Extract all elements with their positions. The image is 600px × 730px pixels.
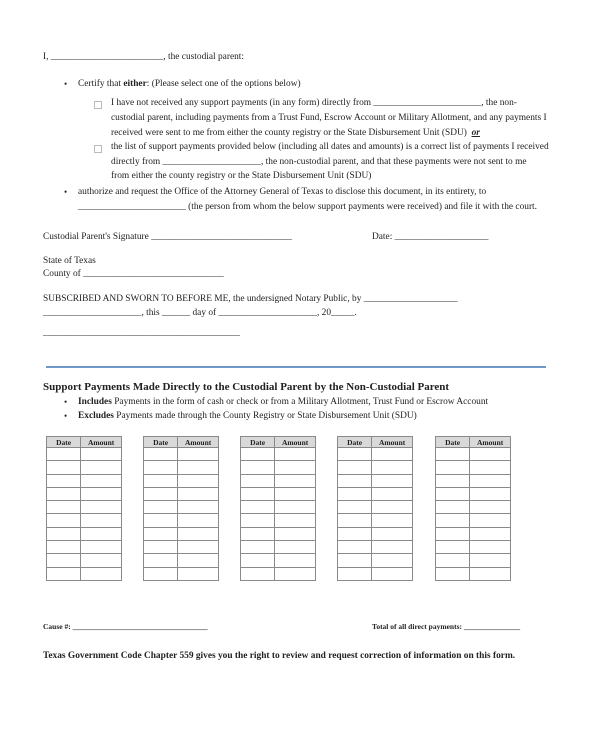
option2-checkbox[interactable]: [94, 145, 102, 153]
column-header-amount: Amount: [470, 437, 511, 448]
date-cell[interactable]: [47, 448, 81, 461]
amount-cell[interactable]: [470, 541, 511, 554]
amount-cell[interactable]: [178, 474, 219, 487]
table-row: [144, 474, 219, 487]
amount-cell[interactable]: [470, 474, 511, 487]
table-row: [47, 514, 122, 527]
amount-cell[interactable]: [275, 567, 316, 580]
includes-text: Includes Payments in the form of cash or check or from a Military Allotment, Trust Fund or Escrow Account: [78, 397, 489, 407]
notary-line2[interactable]: _____________________, this ______ day of _____________________, 20_____.: [43, 308, 357, 318]
date-cell[interactable]: [338, 527, 372, 540]
table-row: [241, 448, 316, 461]
table-row: [144, 487, 219, 500]
amount-cell[interactable]: [178, 527, 219, 540]
amount-cell[interactable]: [178, 448, 219, 461]
column-header-date: Date: [241, 437, 275, 448]
date-cell[interactable]: [144, 541, 178, 554]
table-row: [436, 487, 511, 500]
table-row: [338, 461, 413, 474]
date-cell[interactable]: [338, 474, 372, 487]
amount-cell[interactable]: [178, 567, 219, 580]
table-row: [144, 527, 219, 540]
payment-table-5: [435, 436, 511, 581]
date-cell[interactable]: [144, 448, 178, 461]
table-row: [436, 567, 511, 580]
table-row: [241, 514, 316, 527]
date-cell[interactable]: [436, 567, 470, 580]
date-cell[interactable]: [144, 487, 178, 500]
signature-line[interactable]: Custodial Parent's Signature ______________________________: [43, 232, 292, 242]
bullet-icon: •: [64, 397, 68, 407]
date-cell[interactable]: [241, 501, 275, 514]
certify-text: Certify that either: (Please select one of the options below): [78, 79, 301, 89]
date-cell[interactable]: [436, 487, 470, 500]
date-cell[interactable]: [144, 527, 178, 540]
table-row: [436, 448, 511, 461]
amount-cell[interactable]: [275, 541, 316, 554]
table-row: [47, 474, 122, 487]
table-row: [144, 514, 219, 527]
table-row: [144, 541, 219, 554]
amount-cell[interactable]: [372, 554, 413, 567]
date-cell[interactable]: [47, 567, 81, 580]
date-cell[interactable]: [144, 501, 178, 514]
date-cell[interactable]: [436, 554, 470, 567]
column-header-date: Date: [338, 437, 372, 448]
date-cell[interactable]: [47, 487, 81, 500]
date-cell[interactable]: [241, 567, 275, 580]
date-cell[interactable]: [338, 487, 372, 500]
option1-line3: received were sent to me from either the county registry or the State Disbursement Unit (SDU) or: [111, 128, 480, 138]
option1-line1: I have not received any support payments (in any form) directly from _______________________, the non-: [111, 98, 517, 108]
date-cell[interactable]: [241, 487, 275, 500]
section-title: Support Payments Made Directly to the Custodial Parent by the Non-Custodial Parent: [43, 381, 450, 393]
table-row: [47, 541, 122, 554]
amount-cell[interactable]: [372, 461, 413, 474]
option1-checkbox[interactable]: [94, 101, 102, 109]
date-cell[interactable]: [47, 514, 81, 527]
date-cell[interactable]: [241, 554, 275, 567]
table-row: [241, 501, 316, 514]
table-row: [436, 527, 511, 540]
table-row: [338, 554, 413, 567]
date-cell[interactable]: [241, 527, 275, 540]
authorize-line2[interactable]: _______________________ (the person from whom the below support payments were received) and file it with the court.: [78, 202, 538, 212]
table-row: [436, 501, 511, 514]
custodial-parent-name-line[interactable]: I, ________________________, the custodial parent:: [43, 52, 245, 62]
amount-cell[interactable]: [372, 514, 413, 527]
amount-cell[interactable]: [275, 501, 316, 514]
table-row: [338, 514, 413, 527]
payment-table-1: [46, 436, 122, 581]
column-header-amount: Amount: [81, 437, 122, 448]
date-cell[interactable]: [338, 567, 372, 580]
date-cell[interactable]: [241, 514, 275, 527]
amount-cell[interactable]: [372, 541, 413, 554]
amount-cell[interactable]: [275, 448, 316, 461]
table-row: [241, 541, 316, 554]
amount-cell[interactable]: [470, 554, 511, 567]
amount-cell[interactable]: [81, 487, 122, 500]
authorize-line1: authorize and request the Office of the Attorney General of Texas to disclose this document, in its entirety, to: [78, 187, 487, 197]
table-row: [338, 527, 413, 540]
state-label: State of Texas: [43, 256, 96, 266]
amount-cell[interactable]: [372, 567, 413, 580]
amount-cell[interactable]: [81, 461, 122, 474]
notary-signature-line[interactable]: __________________________________________: [43, 328, 240, 338]
date-cell[interactable]: [436, 514, 470, 527]
date-cell[interactable]: [436, 527, 470, 540]
date-cell[interactable]: [47, 501, 81, 514]
table-row: [241, 474, 316, 487]
amount-cell[interactable]: [81, 514, 122, 527]
date-cell[interactable]: [241, 448, 275, 461]
date-cell[interactable]: [144, 461, 178, 474]
table-row: [241, 461, 316, 474]
table-row: [436, 474, 511, 487]
table-row: [436, 461, 511, 474]
table-row: [338, 448, 413, 461]
amount-cell[interactable]: [372, 501, 413, 514]
table-row: [338, 541, 413, 554]
table-row: [338, 474, 413, 487]
payment-table-3: [240, 436, 316, 581]
amount-cell[interactable]: [372, 527, 413, 540]
table-row: [338, 567, 413, 580]
bullet-icon: •: [64, 79, 68, 89]
date-cell[interactable]: [338, 514, 372, 527]
date-cell[interactable]: [338, 554, 372, 567]
bullet-icon: •: [64, 411, 68, 421]
table-row: [47, 554, 122, 567]
column-header-date: Date: [144, 437, 178, 448]
amount-cell[interactable]: [470, 487, 511, 500]
amount-cell[interactable]: [81, 541, 122, 554]
payment-table-4: [337, 436, 413, 581]
table-row: [436, 554, 511, 567]
table-row: [241, 554, 316, 567]
table-header-row: [241, 437, 316, 448]
table-row: [144, 448, 219, 461]
table-row: [47, 527, 122, 540]
excludes-text: Excludes Payments made through the County Registry or State Disbursement Unit (SDU): [78, 411, 417, 421]
section-divider: [46, 366, 546, 368]
date-cell[interactable]: [144, 514, 178, 527]
option2-line1: the list of support payments provided below (including all dates and amounts) is a correct list of payments I received: [111, 142, 549, 152]
date-cell[interactable]: [436, 474, 470, 487]
amount-cell[interactable]: [275, 527, 316, 540]
table-row: [47, 487, 122, 500]
option1-line2: custodial parent, including payments from a Trust Fund, Escrow Account or Military Allotment, and any payments I: [111, 113, 547, 123]
amount-cell[interactable]: [81, 501, 122, 514]
date-cell[interactable]: [436, 461, 470, 474]
amount-cell[interactable]: [275, 554, 316, 567]
date-cell[interactable]: [47, 541, 81, 554]
table-row: [436, 514, 511, 527]
amount-cell[interactable]: [275, 487, 316, 500]
amount-cell[interactable]: [81, 474, 122, 487]
table-row: [436, 541, 511, 554]
amount-cell[interactable]: [372, 448, 413, 461]
date-cell[interactable]: [436, 501, 470, 514]
date-cell[interactable]: [47, 554, 81, 567]
date-cell[interactable]: [338, 461, 372, 474]
date-cell[interactable]: [436, 448, 470, 461]
date-cell[interactable]: [47, 461, 81, 474]
date-cell[interactable]: [241, 541, 275, 554]
amount-cell[interactable]: [372, 487, 413, 500]
amount-cell[interactable]: [470, 567, 511, 580]
column-header-date: Date: [47, 437, 81, 448]
amount-cell[interactable]: [275, 474, 316, 487]
total-payments-line[interactable]: Total of all direct payments: _______________: [372, 622, 521, 631]
date-cell[interactable]: [241, 474, 275, 487]
date-cell[interactable]: [47, 527, 81, 540]
date-cell[interactable]: [144, 554, 178, 567]
amount-cell[interactable]: [178, 554, 219, 567]
amount-cell[interactable]: [275, 461, 316, 474]
table-row: [144, 567, 219, 580]
table-row: [47, 567, 122, 580]
date-cell[interactable]: [241, 461, 275, 474]
amount-cell[interactable]: [470, 501, 511, 514]
date-cell[interactable]: [144, 567, 178, 580]
table-header-row: [436, 437, 511, 448]
amount-cell[interactable]: [178, 487, 219, 500]
amount-cell[interactable]: [178, 514, 219, 527]
column-header-amount: Amount: [275, 437, 316, 448]
table-header-row: [144, 437, 219, 448]
table-row: [47, 448, 122, 461]
bullet-icon: •: [64, 187, 68, 197]
table-row: [144, 501, 219, 514]
date-cell[interactable]: [436, 541, 470, 554]
table-row: [338, 487, 413, 500]
amount-cell[interactable]: [81, 567, 122, 580]
table-row: [241, 487, 316, 500]
table-row: [241, 567, 316, 580]
date-cell[interactable]: [47, 474, 81, 487]
table-row: [144, 554, 219, 567]
option2-line3: from either the county registry or the State Disbursement Unit (SDU): [111, 171, 372, 181]
amount-cell[interactable]: [81, 527, 122, 540]
table-header-row: [47, 437, 122, 448]
amount-cell[interactable]: [470, 514, 511, 527]
table-header-row: [338, 437, 413, 448]
date-cell[interactable]: [338, 541, 372, 554]
table-row: [47, 461, 122, 474]
cause-number-line[interactable]: Cause #: ____________________________________: [43, 622, 208, 631]
column-header-date: Date: [436, 437, 470, 448]
amount-cell[interactable]: [275, 514, 316, 527]
county-line[interactable]: County of ______________________________: [43, 269, 224, 279]
date-line[interactable]: Date: ____________________: [372, 232, 489, 242]
table-row: [241, 527, 316, 540]
privacy-notice: Texas Government Code Chapter 559 gives you the right to review and request correction of information on this form.: [43, 651, 516, 661]
amount-cell[interactable]: [470, 527, 511, 540]
amount-cell[interactable]: [372, 474, 413, 487]
amount-cell[interactable]: [178, 461, 219, 474]
table-row: [47, 501, 122, 514]
amount-cell[interactable]: [81, 554, 122, 567]
date-cell[interactable]: [338, 448, 372, 461]
date-cell[interactable]: [144, 474, 178, 487]
amount-cell[interactable]: [81, 448, 122, 461]
amount-cell[interactable]: [470, 448, 511, 461]
column-header-amount: Amount: [372, 437, 413, 448]
amount-cell[interactable]: [178, 541, 219, 554]
column-header-amount: Amount: [178, 437, 219, 448]
date-cell[interactable]: [338, 501, 372, 514]
amount-cell[interactable]: [178, 501, 219, 514]
payment-table-2: [143, 436, 219, 581]
table-row: [144, 461, 219, 474]
amount-cell[interactable]: [470, 461, 511, 474]
option2-line2: directly from _____________________, the non-custodial parent, and that these payments were not sent to me: [111, 157, 527, 167]
notary-line1[interactable]: SUBSCRIBED AND SWORN TO BEFORE ME, the undersigned Notary Public, by ____________________: [43, 294, 458, 304]
table-row: [338, 501, 413, 514]
